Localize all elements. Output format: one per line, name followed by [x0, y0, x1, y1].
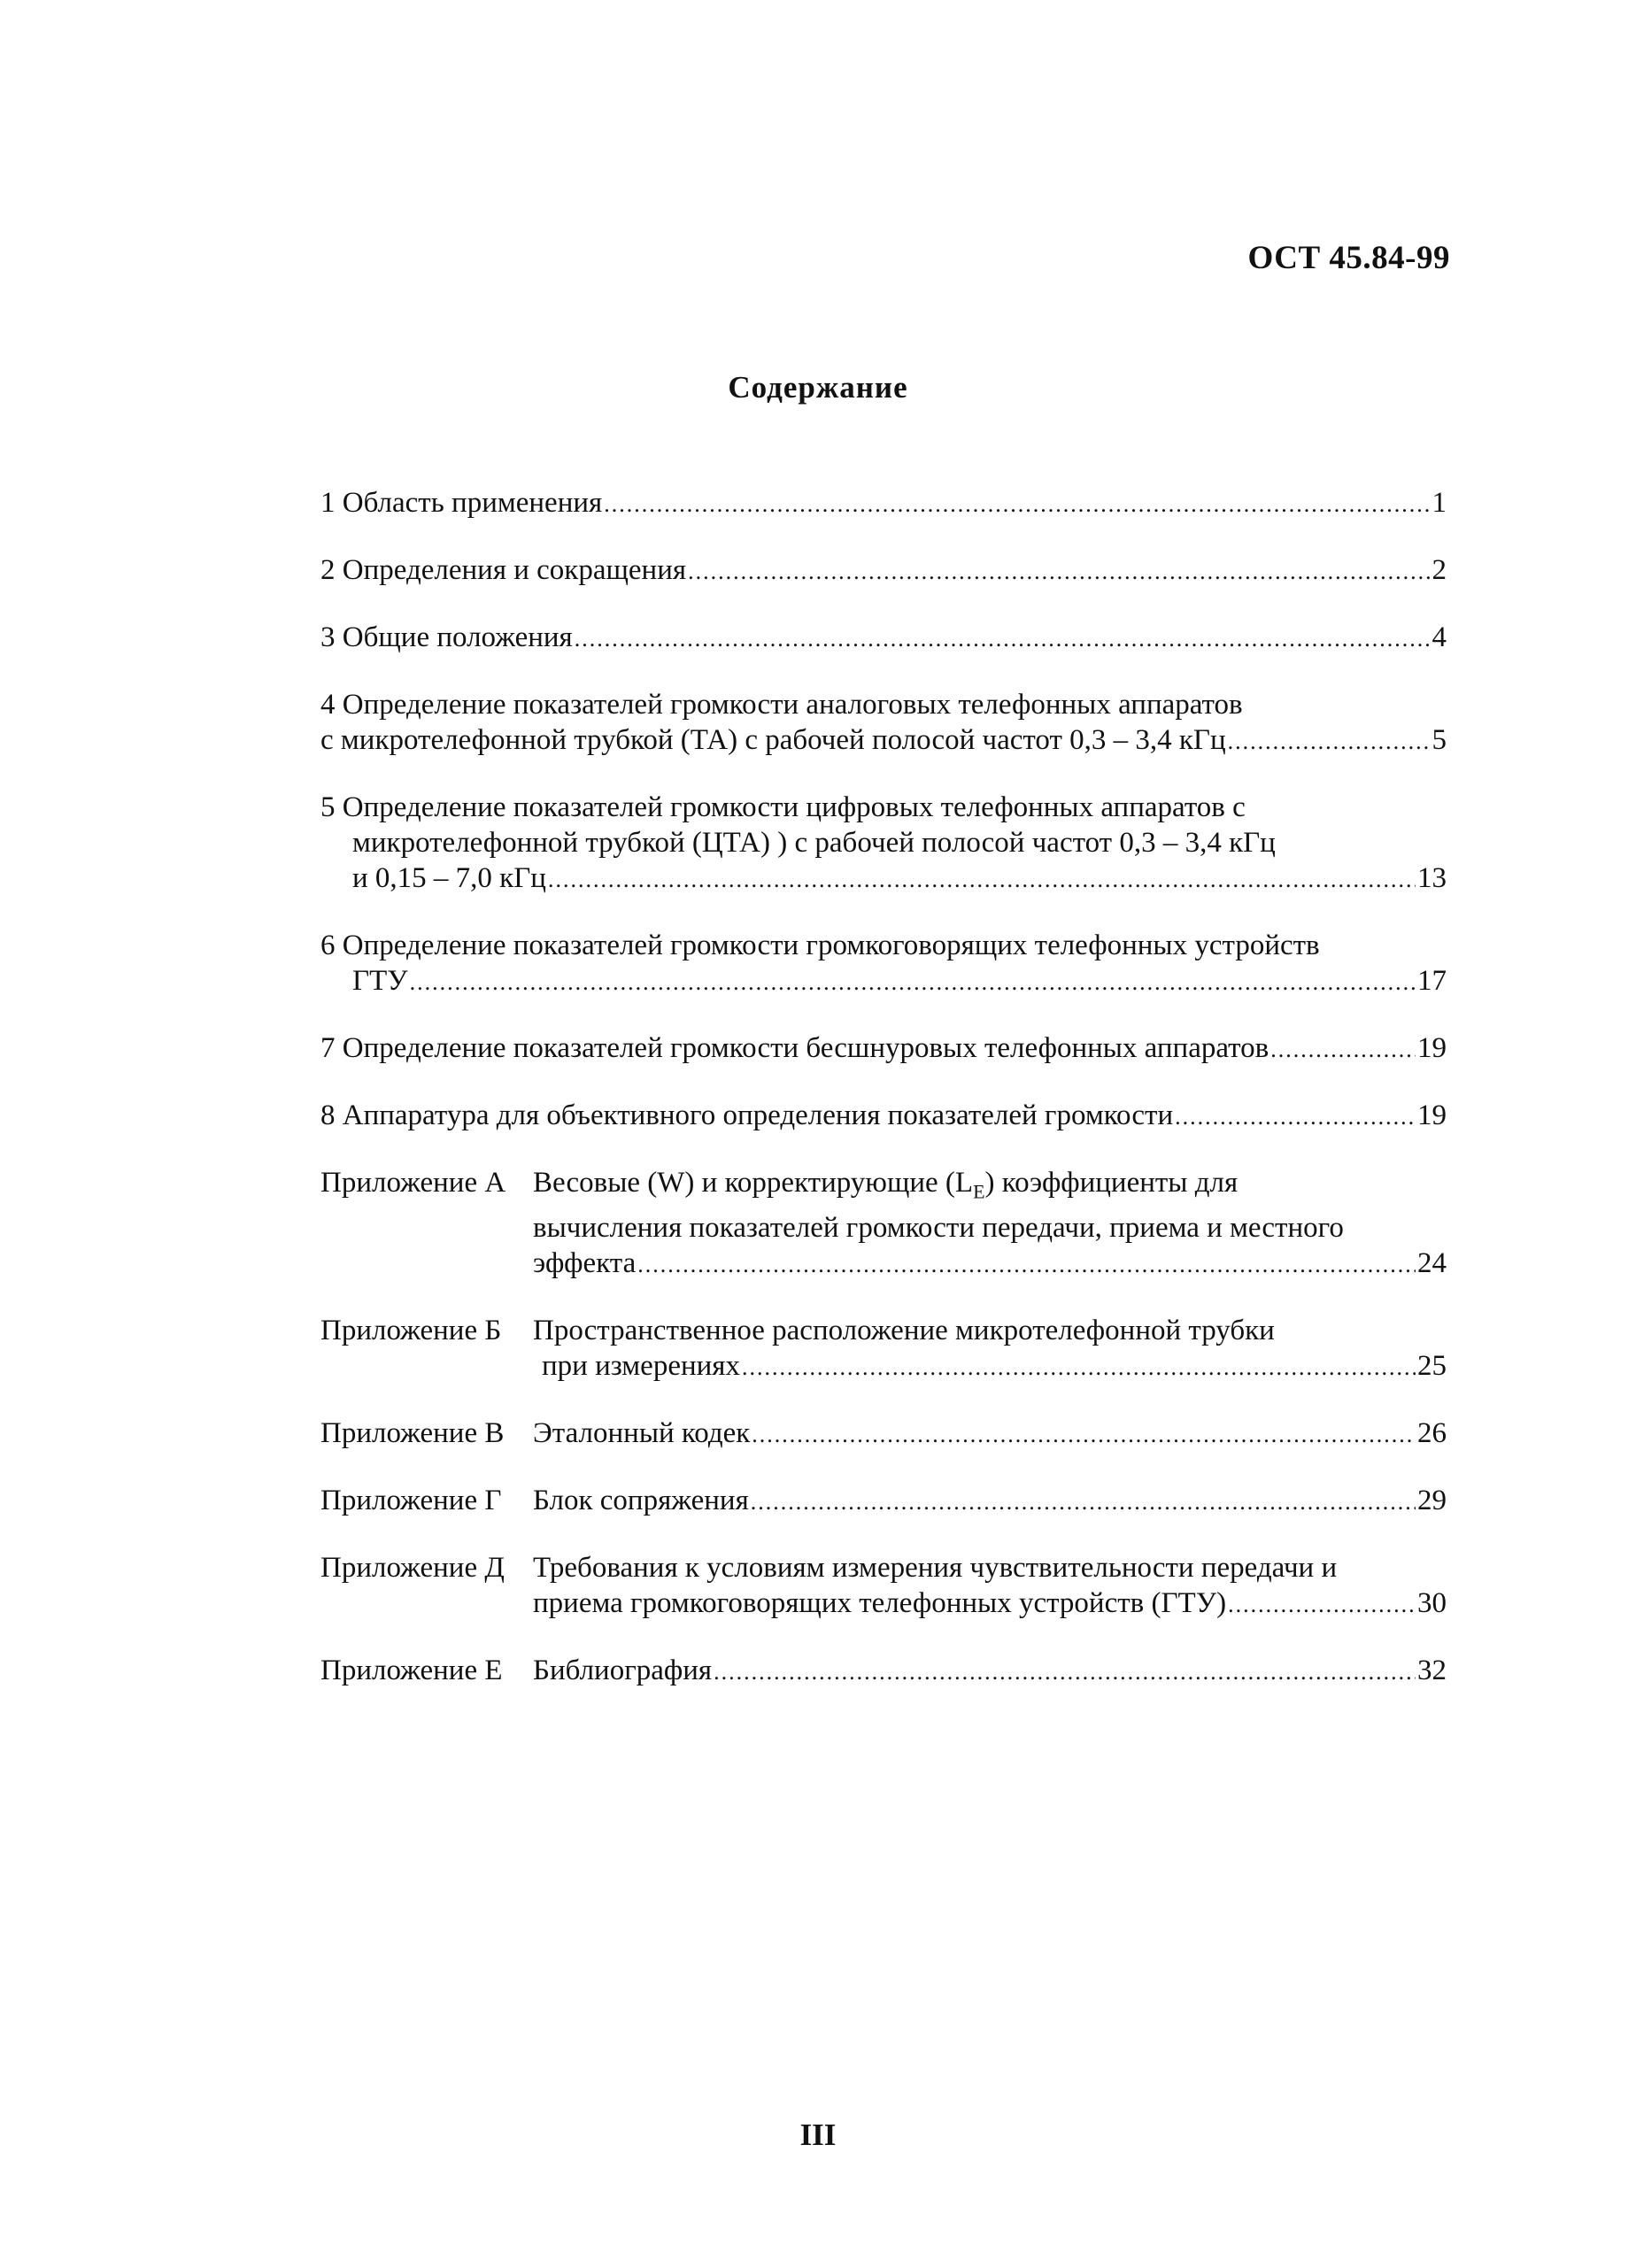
appendix-label: Приложение Б	[320, 1314, 502, 1346]
toc-appendix-d[interactable]	[320, 1550, 1447, 1623]
toc-page-number: 29	[1417, 1484, 1447, 1516]
leader-dots	[714, 1655, 1416, 1690]
leader-dots	[1228, 724, 1431, 760]
appendix-text-cont: вычисления показателей громкости передачи, приема и местного	[533, 1211, 1344, 1244]
toc-page-number: 26	[1417, 1416, 1447, 1449]
toc-entry-text-cont: ГТУ	[352, 965, 408, 997]
toc-entry-text: 6 Определение показателей громкости громкоговорящих телефонных устройств	[320, 930, 1320, 961]
leader-dots	[742, 1350, 1416, 1385]
toc-entry-text: 2 Определения и сокращения	[320, 554, 687, 586]
toc-entry-text-cont: и 0,15 – 7,0 кГц	[352, 862, 546, 894]
toc-page-number: 1	[1432, 487, 1447, 519]
leader-dots	[1175, 1099, 1416, 1135]
leader-dots	[410, 965, 1416, 1000]
toc-entry-text: 8 Аппаратура для объективного определения показателей громкости	[320, 1099, 1174, 1131]
appendix-label: Приложение В	[320, 1416, 505, 1449]
toc-page-number: 25	[1417, 1349, 1447, 1382]
toc-entry-text-cont: с микротелефонной трубкой (ТА) с рабочей полосой частот 0,3 – 3,4 кГц	[320, 724, 1226, 756]
appendix-text: Библиография	[533, 1654, 713, 1686]
leader-dots	[575, 621, 1431, 657]
subscript-e: E	[973, 1180, 985, 1203]
leader-dots	[751, 1485, 1416, 1520]
toc-page-number: 30	[1417, 1586, 1447, 1619]
appendix-text: Требования к условиям измерения чувствительности передачи и	[533, 1551, 1338, 1584]
leader-dots	[752, 1417, 1416, 1453]
toc-page-number: 5	[1432, 724, 1447, 756]
leader-dots	[604, 487, 1430, 522]
toc-appendix-b[interactable]	[320, 1313, 1447, 1385]
appendix-label: Приложение Г	[320, 1484, 502, 1516]
leader-dots	[637, 1247, 1416, 1283]
toc-page-number: 32	[1417, 1654, 1447, 1686]
toc-entry-6[interactable]	[320, 928, 1447, 1000]
toc-page-number: 4	[1432, 621, 1447, 653]
toc-entry-5[interactable]	[320, 790, 1447, 898]
appendix-text-cont: при измерениях	[542, 1349, 740, 1382]
toc-title: Содержание	[728, 370, 908, 405]
appendix-label: Приложение Д	[320, 1551, 505, 1584]
toc-page-number: 17	[1417, 965, 1447, 997]
toc-entry-text-cont: микротелефонной трубкой (ЦТА) ) с рабочей полосой частот 0,3 – 3,4 кГц	[352, 827, 1276, 859]
toc-entry-8[interactable]	[320, 1098, 1447, 1135]
toc-entry-text: 7 Определение показателей громкости бесшнуровых телефонных аппаратов	[320, 1032, 1269, 1064]
toc-entry-2[interactable]	[320, 552, 1447, 590]
toc-entry-text: 5 Определение показателей громкости цифровых телефонных аппаратов с	[320, 791, 1246, 823]
page-number-footer: III	[799, 2118, 837, 2152]
leader-dots	[688, 554, 1430, 590]
appendix-text: Пространственное расположение микротелефонной трубки	[533, 1314, 1275, 1346]
toc-page-number: 24	[1417, 1246, 1447, 1279]
appendix-text: Весовые (W) и корректирующие $(L_E)$ коэффициенты для	[533, 1167, 1239, 1203]
toc-entry-7[interactable]	[320, 1030, 1447, 1068]
leader-dots	[1228, 1587, 1416, 1623]
toc-appendix-g[interactable]	[320, 1483, 1447, 1520]
leader-dots	[1270, 1032, 1416, 1068]
appendix-text: Блок сопряжения	[533, 1484, 749, 1516]
document-code: ОСТ 45.84-99	[1247, 240, 1450, 276]
appendix-text-cont: эффекта	[533, 1246, 637, 1279]
appendix-label: Приложение Е	[320, 1654, 503, 1686]
toc-page-number: 19	[1417, 1099, 1447, 1131]
toc-entry-4[interactable]	[320, 687, 1447, 760]
toc-entry-1[interactable]	[320, 485, 1447, 522]
appendix-text: Эталонный кодек	[533, 1416, 751, 1449]
toc-page-number: 13	[1417, 862, 1447, 894]
leader-dots	[548, 862, 1416, 898]
toc-entry-text: 4 Определение показателей громкости аналоговых телефонных аппаратов	[320, 689, 1243, 721]
table-of-contents	[320, 485, 1447, 1720]
toc-page-number: 19	[1417, 1032, 1447, 1064]
toc-appendix-v[interactable]	[320, 1416, 1447, 1453]
toc-entry-text: 1 Область применения	[320, 487, 603, 519]
toc-appendix-a[interactable]	[320, 1165, 1447, 1283]
toc-page-number: 2	[1432, 554, 1447, 586]
toc-entry-text: 3 Общие положения	[320, 621, 573, 653]
toc-appendix-e[interactable]	[320, 1653, 1447, 1690]
appendix-text-cont: приема громкоговорящих телефонных устройств (ГТУ)	[533, 1586, 1227, 1619]
appendix-label: Приложение А	[320, 1167, 506, 1199]
toc-entry-3[interactable]	[320, 620, 1447, 657]
